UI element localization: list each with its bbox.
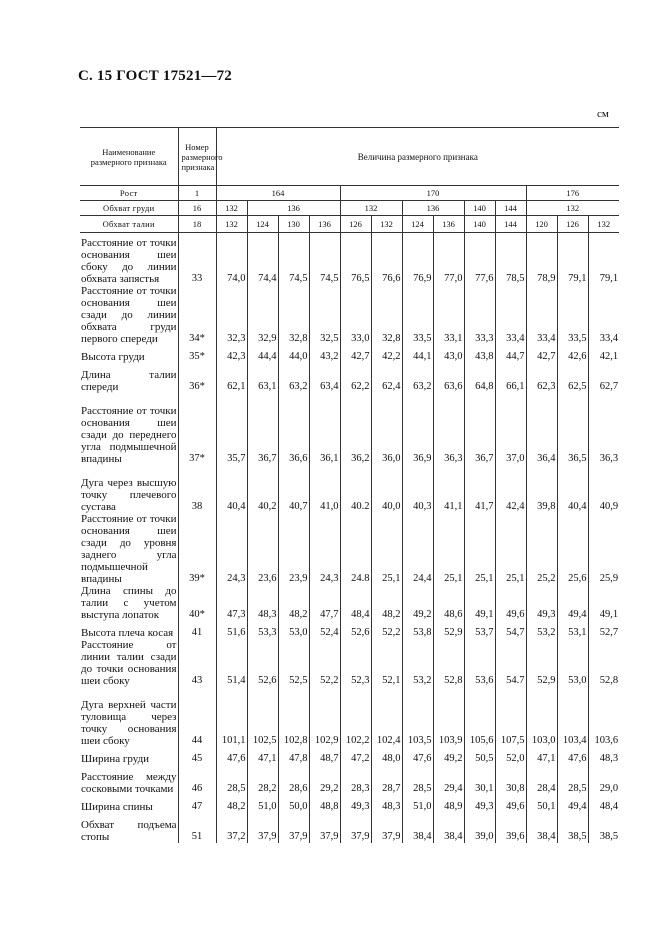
chest-value: 132 (340, 201, 402, 216)
row-value: 103,0 (526, 687, 557, 747)
row-value: 28,5 (216, 765, 247, 795)
row-value: 28,7 (371, 765, 402, 795)
row-value: 36,1 (309, 393, 340, 465)
row-number: 36* (178, 363, 216, 393)
row-value: 48,2 (371, 585, 402, 621)
page-header: С. 15 ГОСТ 17521—72 (78, 68, 232, 84)
table-row (80, 285, 619, 345)
waist-row-label: Обхват талии (80, 216, 178, 233)
row-value: 76,5 (340, 233, 371, 285)
row-value: 76,9 (402, 233, 433, 285)
row-value: 52,0 (495, 747, 526, 765)
row-value: 62,3 (526, 363, 557, 393)
row-value: 37,9 (247, 813, 278, 843)
row-value: 47,7 (309, 585, 340, 621)
col-num-header: Номер размерного признака (178, 128, 216, 186)
chest-value: 140 (464, 201, 495, 216)
row-value: 78,9 (526, 233, 557, 285)
row-value: 102,2 (340, 687, 371, 747)
row-value: 53,0 (557, 639, 588, 687)
table-row (80, 233, 619, 285)
table-row (80, 345, 619, 363)
row-value: 42,4 (495, 465, 526, 513)
row-value: 32,9 (247, 285, 278, 345)
row-value: 48,8 (309, 795, 340, 813)
row-value: 25,1 (371, 513, 402, 585)
row-value: 28,3 (340, 765, 371, 795)
row-value: 74,0 (216, 233, 247, 285)
row-value: 103,6 (588, 687, 619, 747)
row-value: 52,1 (371, 639, 402, 687)
row-number: 34* (178, 285, 216, 345)
chest-value: 132 (526, 201, 619, 216)
row-value: 41,0 (309, 465, 340, 513)
waist-value: 126 (557, 216, 588, 233)
table-row (80, 465, 619, 513)
row-label: Расстояние от точки основания шеи сбоку до линии обхвата запястья (81, 236, 177, 285)
row-value: 53,1 (557, 621, 588, 639)
row-value: 42,2 (371, 345, 402, 363)
row-value: 43,0 (433, 345, 464, 363)
row-value: 53,7 (464, 621, 495, 639)
row-value: 49,1 (588, 585, 619, 621)
row-value: 47,1 (247, 747, 278, 765)
height-group-176: 176 (526, 186, 619, 201)
row-value: 78,5 (495, 233, 526, 285)
row-label: Расстояние между сосковыми точками (81, 770, 177, 795)
row-value: 52,7 (588, 621, 619, 639)
row-value: 76,6 (371, 233, 402, 285)
row-value: 36,7 (247, 393, 278, 465)
row-number: 39* (178, 513, 216, 585)
row-value: 50,5 (464, 747, 495, 765)
row-value: 48,3 (588, 747, 619, 765)
row-label: Длина талии спереди (81, 368, 177, 393)
row-value: 102,8 (278, 687, 309, 747)
row-value: 40.2 (340, 465, 371, 513)
row-value: 36,3 (433, 393, 464, 465)
row-number: 44 (178, 687, 216, 747)
row-label: Ширина спины (81, 800, 153, 813)
row-label: Расстояние от точки основания шеи сзади до уровня заднего угла подмышечной впадины (81, 512, 177, 585)
waist-value: 130 (278, 216, 309, 233)
row-value: 25,1 (433, 513, 464, 585)
row-value: 52,9 (433, 621, 464, 639)
table-row (80, 585, 619, 621)
row-value: 39,6 (495, 813, 526, 843)
row-value: 29,0 (588, 765, 619, 795)
row-value: 43,8 (464, 345, 495, 363)
row-value: 105,6 (464, 687, 495, 747)
row-value: 51,0 (247, 795, 278, 813)
row-value: 30,1 (464, 765, 495, 795)
row-value: 77,0 (433, 233, 464, 285)
row-value: 41,7 (464, 465, 495, 513)
row-value: 24.8 (340, 513, 371, 585)
waist-value: 132 (216, 216, 247, 233)
row-number: 46 (178, 765, 216, 795)
row-value: 53,6 (464, 639, 495, 687)
row-value: 51,4 (216, 639, 247, 687)
row-value: 103,5 (402, 687, 433, 747)
row-value: 102,5 (247, 687, 278, 747)
row-value: 33,1 (433, 285, 464, 345)
row-value: 47,6 (216, 747, 247, 765)
row-label: Расстояние от точки основания шеи сзади до линии обхвата груди первого спереди (81, 284, 177, 345)
row-value: 33,4 (526, 285, 557, 345)
table-body (80, 233, 619, 843)
row-value: 50,0 (278, 795, 309, 813)
row-value: 32,8 (371, 285, 402, 345)
row-value: 36,5 (557, 393, 588, 465)
row-value: 53,8 (402, 621, 433, 639)
row-value: 51,6 (216, 621, 247, 639)
row-value: 38,4 (526, 813, 557, 843)
row-label: Высота плеча косая (81, 626, 174, 639)
row-value: 23,6 (247, 513, 278, 585)
row-value: 48,6 (433, 585, 464, 621)
row-number: 41 (178, 621, 216, 639)
row-value: 49,6 (495, 585, 526, 621)
table-row (80, 363, 619, 393)
row-value: 36,6 (278, 393, 309, 465)
table-row (80, 393, 619, 465)
row-value: 42,6 (557, 345, 588, 363)
row-value: 48,4 (588, 795, 619, 813)
row-value: 32,5 (309, 285, 340, 345)
row-value: 39,0 (464, 813, 495, 843)
row-value: 53,2 (526, 621, 557, 639)
row-value: 53,2 (402, 639, 433, 687)
row-value: 48,7 (309, 747, 340, 765)
row-value: 62,2 (340, 363, 371, 393)
waist-row-num: 18 (178, 216, 216, 233)
row-label: Расстояние от линии талии сзади до точки основания шеи сбоку (81, 638, 177, 687)
row-value: 28,5 (557, 765, 588, 795)
row-value: 32,8 (278, 285, 309, 345)
row-value: 37,2 (216, 813, 247, 843)
table-row (80, 765, 619, 795)
row-value: 42,7 (526, 345, 557, 363)
row-value: 44,4 (247, 345, 278, 363)
table-row (80, 687, 619, 747)
row-value: 29,2 (309, 765, 340, 795)
row-value: 28,5 (402, 765, 433, 795)
height-row-num: 1 (178, 186, 216, 201)
row-value: 74,5 (309, 233, 340, 285)
row-value: 33,4 (495, 285, 526, 345)
row-number: 43 (178, 639, 216, 687)
waist-value: 124 (402, 216, 433, 233)
row-number: 38 (178, 465, 216, 513)
row-number: 33 (178, 233, 216, 285)
row-number: 45 (178, 747, 216, 765)
row-value: 48,4 (340, 585, 371, 621)
row-value: 63,1 (247, 363, 278, 393)
row-value: 44,0 (278, 345, 309, 363)
row-value: 38,4 (402, 813, 433, 843)
row-value: 52,9 (526, 639, 557, 687)
row-value: 48,2 (278, 585, 309, 621)
row-value: 62,7 (588, 363, 619, 393)
row-value: 52,4 (309, 621, 340, 639)
row-value: 40,3 (402, 465, 433, 513)
row-value: 36,0 (371, 393, 402, 465)
table-row (80, 513, 619, 585)
row-label: Дуга через высшую точку плечевого сустава (81, 476, 177, 513)
table-row (80, 639, 619, 687)
row-value: 40,4 (216, 465, 247, 513)
row-value: 33,5 (402, 285, 433, 345)
row-value: 102,9 (309, 687, 340, 747)
row-value: 42,1 (588, 345, 619, 363)
row-value: 52,2 (371, 621, 402, 639)
row-value: 49,6 (495, 795, 526, 813)
row-value: 33,3 (464, 285, 495, 345)
row-value: 49,2 (433, 747, 464, 765)
row-value: 37,9 (371, 813, 402, 843)
row-value: 28,6 (278, 765, 309, 795)
row-value: 32,3 (216, 285, 247, 345)
row-value: 29,4 (433, 765, 464, 795)
row-value: 54.7 (495, 639, 526, 687)
table-row (80, 621, 619, 639)
chest-row-num: 16 (178, 201, 216, 216)
row-value: 25,6 (557, 513, 588, 585)
unit-label: см (597, 108, 609, 120)
measurements-table (80, 127, 619, 843)
row-value: 79,1 (588, 233, 619, 285)
row-value: 37,9 (278, 813, 309, 843)
row-value: 33,4 (588, 285, 619, 345)
row-value: 101,1 (216, 687, 247, 747)
row-value: 66,1 (495, 363, 526, 393)
row-value: 53,0 (278, 621, 309, 639)
row-value: 48,9 (433, 795, 464, 813)
row-value: 49,1 (464, 585, 495, 621)
row-value: 36,4 (526, 393, 557, 465)
row-value: 48,2 (216, 795, 247, 813)
row-value: 107,5 (495, 687, 526, 747)
waist-value: 124 (247, 216, 278, 233)
row-value: 40,2 (247, 465, 278, 513)
row-value: 63,4 (309, 363, 340, 393)
chest-value: 132 (216, 201, 247, 216)
row-value: 25,2 (526, 513, 557, 585)
waist-value: 136 (433, 216, 464, 233)
waist-value: 136 (309, 216, 340, 233)
row-value: 50,1 (526, 795, 557, 813)
row-value: 74,5 (278, 233, 309, 285)
row-value: 53,3 (247, 621, 278, 639)
chest-value: 136 (247, 201, 340, 216)
row-value: 63,6 (433, 363, 464, 393)
row-value: 33,0 (340, 285, 371, 345)
row-value: 49,4 (557, 795, 588, 813)
row-value: 103,4 (557, 687, 588, 747)
row-value: 47,6 (402, 747, 433, 765)
table-row (80, 813, 619, 843)
row-number: 37* (178, 393, 216, 465)
row-value: 38,5 (557, 813, 588, 843)
waist-value: 132 (371, 216, 402, 233)
row-value: 47,6 (557, 747, 588, 765)
row-value: 49,4 (557, 585, 588, 621)
row-value: 63,2 (278, 363, 309, 393)
row-value: 44,7 (495, 345, 526, 363)
row-value: 37,9 (340, 813, 371, 843)
row-value: 35,7 (216, 393, 247, 465)
chest-row-label: Обхват груди (80, 201, 178, 216)
row-value: 37,0 (495, 393, 526, 465)
waist-value: 144 (495, 216, 526, 233)
row-label: Дуга верхней части туловища через точку основания шеи сбоку (81, 698, 177, 747)
row-value: 42,3 (216, 345, 247, 363)
row-value: 25,9 (588, 513, 619, 585)
row-value: 47,8 (278, 747, 309, 765)
row-number: 40* (178, 585, 216, 621)
row-value: 64,8 (464, 363, 495, 393)
table-row (80, 795, 619, 813)
row-value: 40,7 (278, 465, 309, 513)
row-value: 28,4 (526, 765, 557, 795)
row-value: 36,2 (340, 393, 371, 465)
row-value: 52,5 (278, 639, 309, 687)
row-value: 102,4 (371, 687, 402, 747)
row-value: 39,8 (526, 465, 557, 513)
row-value: 24,3 (309, 513, 340, 585)
row-value: 62,4 (371, 363, 402, 393)
row-value: 52,8 (433, 639, 464, 687)
row-value: 62,5 (557, 363, 588, 393)
row-value: 23,9 (278, 513, 309, 585)
row-value: 54,7 (495, 621, 526, 639)
row-value: 77,6 (464, 233, 495, 285)
waist-value: 120 (526, 216, 557, 233)
waist-value: 126 (340, 216, 371, 233)
row-value: 42,7 (340, 345, 371, 363)
row-label: Длина спины до талии с учетом выступа лопаток (81, 584, 177, 621)
row-value: 40,4 (557, 465, 588, 513)
row-value: 36,9 (402, 393, 433, 465)
row-value: 63,2 (402, 363, 433, 393)
row-value: 52,8 (588, 639, 619, 687)
row-value: 37,9 (309, 813, 340, 843)
row-value: 24,4 (402, 513, 433, 585)
row-label: Обхват подъема стопы (81, 818, 177, 843)
waist-value: 140 (464, 216, 495, 233)
row-value: 52,2 (309, 639, 340, 687)
row-value: 38,4 (433, 813, 464, 843)
height-group-164: 164 (216, 186, 340, 201)
row-value: 25,1 (495, 513, 526, 585)
col-name-header: Наименование размерного признака (80, 128, 178, 186)
row-value: 24,3 (216, 513, 247, 585)
row-value: 25,1 (464, 513, 495, 585)
row-label: Расстояние от точки основания шеи сзади до переднего угла подмышечной впадины (81, 404, 177, 465)
row-value: 41,1 (433, 465, 464, 513)
row-value: 49,2 (402, 585, 433, 621)
row-value: 49,3 (340, 795, 371, 813)
row-number: 51 (178, 813, 216, 843)
row-value: 44,1 (402, 345, 433, 363)
row-label: Ширина груди (81, 752, 150, 765)
row-value: 40,0 (371, 465, 402, 513)
row-value: 74,4 (247, 233, 278, 285)
row-value: 36,3 (588, 393, 619, 465)
chest-value: 144 (495, 201, 526, 216)
chest-value: 136 (402, 201, 464, 216)
height-row-label: Рост (80, 186, 178, 201)
row-value: 52,6 (340, 621, 371, 639)
row-number: 35* (178, 345, 216, 363)
row-number: 47 (178, 795, 216, 813)
row-value: 48,3 (247, 585, 278, 621)
row-value: 49,3 (464, 795, 495, 813)
row-value: 33,5 (557, 285, 588, 345)
row-value: 43,2 (309, 345, 340, 363)
row-value: 28,2 (247, 765, 278, 795)
waist-value: 132 (588, 216, 619, 233)
row-value: 103,9 (433, 687, 464, 747)
row-label: Высота груди (81, 350, 145, 363)
row-value: 52,3 (340, 639, 371, 687)
row-value: 40,9 (588, 465, 619, 513)
row-value: 49,3 (526, 585, 557, 621)
row-value: 52,6 (247, 639, 278, 687)
row-value: 36,7 (464, 393, 495, 465)
row-value: 47,3 (216, 585, 247, 621)
col-value-header: Величина размерного признака (216, 128, 619, 186)
row-value: 51,0 (402, 795, 433, 813)
table-row (80, 747, 619, 765)
row-value: 48,0 (371, 747, 402, 765)
row-value: 30,8 (495, 765, 526, 795)
row-value: 79,1 (557, 233, 588, 285)
height-group-170: 170 (340, 186, 526, 201)
row-value: 48,3 (371, 795, 402, 813)
row-value: 47,1 (526, 747, 557, 765)
row-value: 47,2 (340, 747, 371, 765)
row-value: 62,1 (216, 363, 247, 393)
row-value: 38,5 (588, 813, 619, 843)
